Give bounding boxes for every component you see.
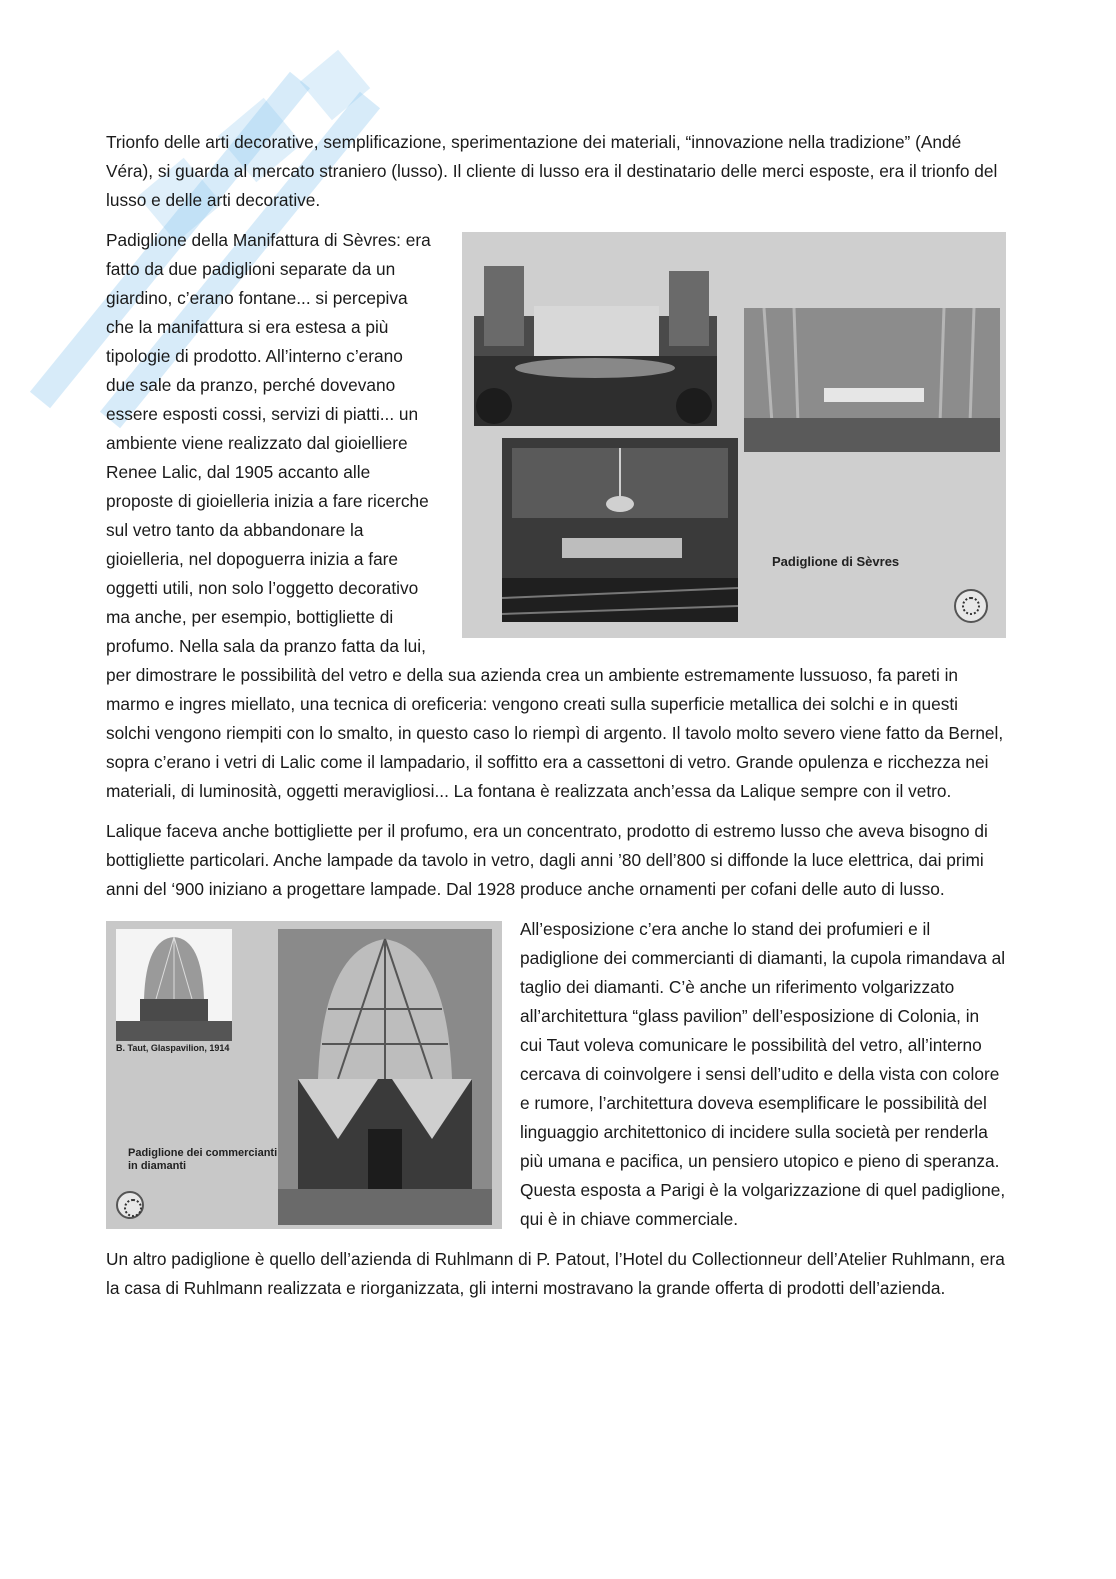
- photo-taut-glaspavilion: [116, 929, 232, 1041]
- caption-diamanti-line1: Padiglione dei commercianti: [128, 1147, 278, 1159]
- photo-sevres-dining-room: [744, 308, 1000, 452]
- figure-sevres-pavilion: [462, 232, 1006, 638]
- seal-icon: [954, 589, 988, 623]
- caption-diamanti-line2: in diamanti: [128, 1160, 187, 1172]
- document-body: [106, 128, 1006, 1303]
- seal-icon: [116, 1191, 144, 1219]
- caption-sevres: Padiglione di Sèvres: [772, 554, 900, 569]
- photo-diamond-pavilion: [278, 929, 492, 1225]
- paragraph-diamond-pavilion: All’esposizione c’era anche lo stand dei profumieri e il padiglione dei commercianti di diamanti, la cupola rimandava al taglio dei diamanti. C’è anche un riferimento volgarizzato all’architettura “glass pavilion” dell’esposizione di Colonia, in cui Taut voleva comunicare le possibilità del vetro, all’interno cercava di coinvolgere i sensi dell’udito e della vista con colore e rumore, l’architettura doveva esemplificare le possibilità del linguaggio architettonico di incidere sulla società per renderla più umana e pacifica, un pensiero utopico e pieno di speranza. Questa esposta a Parigi è la volgarizzazione di quel padiglione, qui è in chiave commerciale.: [520, 919, 1006, 1229]
- paragraph-sevres: Padiglione della Manifattura di Sèvres: era fatto da due padiglioni separate da un giardino, c’erano fontane... si percepiva che la manifattura si era estesa a più tipologie di prodotto. All’interno c’erano due sale da pranzo, perché dovevano essere esposti cossi, servizi di piatti... un ambiente viene realizzato dal gioielliere Renee Lalic, dal 1905 accanto alle proposte di gioielleria inizia a fare ricerche sul vetro tanto da abbandonare la gioielleria, nel dopoguerra inizia a fare oggetti utili, non solo l’oggetto decorativo ma anche, per esempio, bottigliette di profumo. Nella sala da pranzo fatta da lui, per dimostrare le possibilità del vetro e della sua azienda crea un ambiente estremamente lussuoso, fa pareti in marmo e ingres miellato, una tecnica di oreficeria: vengono creati sulla superficie metallica dei solchi e in questi solchi vengono riempiti con lo smalto, in questo caso lo riempì di argento. Il tavolo molto severo viene fatto da Bernel, sopra c’erano i vetri di Lalic come il lampadario, il soffitto era a cassettoni di vetro. Grande opulenza e ricchezza nei materiali, di luminosità, oggetti meravigliosi... La fontana è realizzata anch’essa da Lalique sempre con il vetro.: [106, 230, 1004, 801]
- photo-lalique-dining-room: [502, 438, 738, 622]
- paragraph-lalique: Lalique faceva anche bottigliette per il profumo, era un concentrato, prodotto di estremo lusso che aveva bisogno di bottigliette particolari. Anche lampade da tavolo in vetro, dagli anni ’80 dell’800 si diffonde la luce elettrica, dai primi anni del ‘900 iniziano a progettare lampade. Dal 1928 produce anche ornamenti per cofani delle auto di lusso.: [106, 821, 988, 899]
- caption-taut: B. Taut, Glaspavilion, 1914: [116, 1043, 230, 1053]
- figure-diamond-pavilion: [106, 921, 502, 1229]
- paragraph-intro: Trionfo delle arti decorative, semplificazione, sperimentazione dei materiali, “innovazione nella tradizione” (Andé Véra), si guarda al mercato straniero (lusso). Il cliente di lusso era il destinatario delle merci esposte, era il trionfo del lusso e delle arti decorative.: [106, 132, 998, 210]
- paragraph-ruhlmann: Un altro padiglione è quello dell’azienda di Ruhlmann di P. Patout, l’Hotel du Collectionneur dell’Atelier Ruhlmann, era la casa di Ruhlmann realizzata e riorganizzata, gli interni mostravano la grande offerta di prodotti dell’azienda.: [106, 1249, 1005, 1298]
- photo-sevres-exterior: [474, 256, 717, 426]
